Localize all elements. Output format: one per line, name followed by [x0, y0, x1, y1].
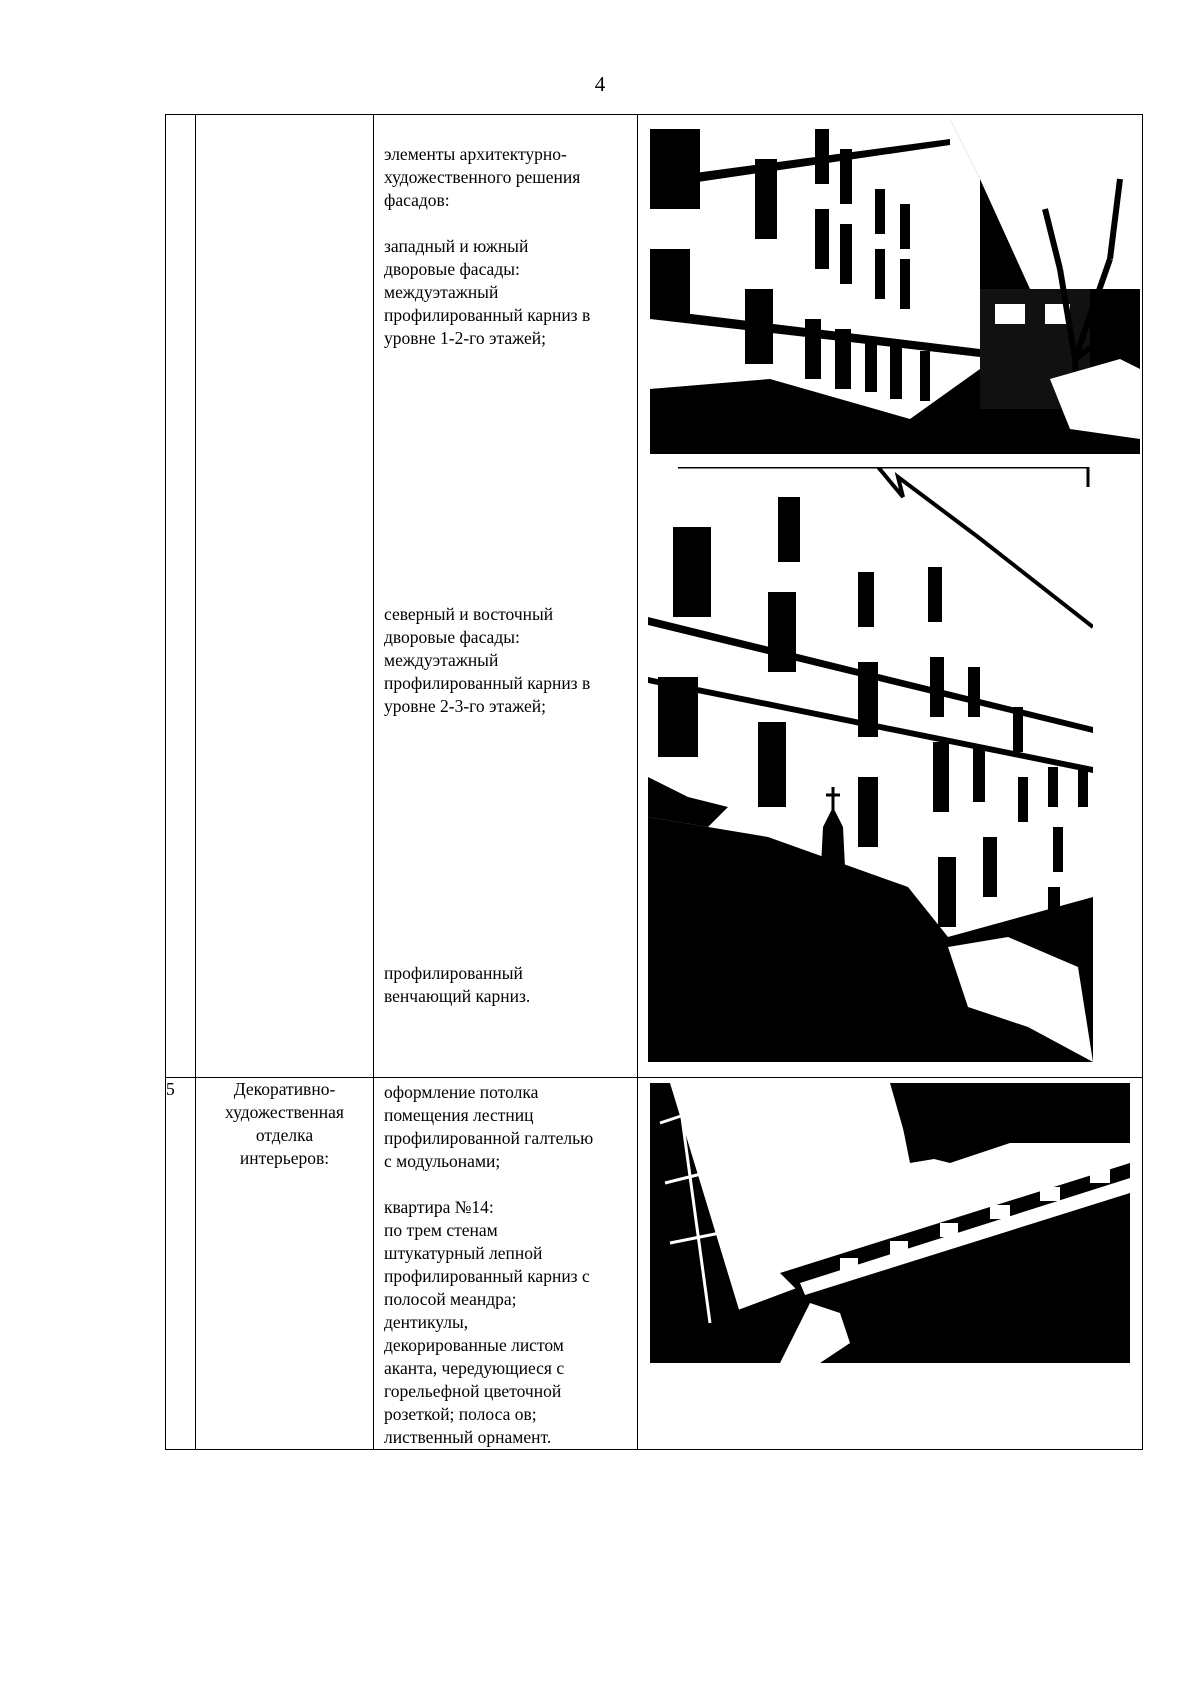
- text-line: розеткой; полоса ов;: [384, 1404, 537, 1424]
- text-line: междуэтажный: [384, 282, 499, 302]
- text-line: горельефной цветочной: [384, 1381, 562, 1401]
- text-line: междуэтажный: [384, 650, 499, 670]
- text-line: уровне 1-2-го этажей;: [384, 328, 547, 348]
- text-line: дворовые фасады:: [384, 627, 520, 647]
- text-line: оформление потолка: [384, 1082, 539, 1102]
- text-line: северный и восточный: [384, 604, 554, 624]
- text-line: аканта, чередующиеся с: [384, 1358, 565, 1378]
- text-line: отделка: [255, 1125, 314, 1145]
- text-line: профилированный: [384, 963, 523, 983]
- page-number: 4: [594, 72, 606, 96]
- apartment-14-text: [374, 1196, 637, 1449]
- table-row-interiors: [166, 1078, 1143, 1450]
- text-line: помещения лестниц: [384, 1105, 534, 1125]
- text-line: Декоративно-: [233, 1079, 336, 1099]
- text-line: художественного решения: [384, 167, 581, 187]
- courtyard-facade-photo-2: [648, 467, 1093, 1062]
- text-line: профилированной галтелью: [384, 1128, 594, 1148]
- text-line: декорированные листом: [384, 1335, 564, 1355]
- monument-elements-table: [165, 114, 1143, 1450]
- text-line: лиственный орнамент.: [384, 1427, 552, 1447]
- text-line: дентикулы,: [384, 1312, 469, 1332]
- text-line: профилированный карниз с: [384, 1266, 590, 1286]
- row-number-cell: 5: [166, 1078, 196, 1450]
- interior-description-cell: [374, 1078, 638, 1450]
- facade-description-cell: [374, 115, 638, 1078]
- facade-photos-cell: [638, 115, 1143, 1078]
- west-south-facade-text: [374, 235, 637, 350]
- ceiling-decoration-text: [374, 1078, 637, 1173]
- text-line: художественная: [225, 1102, 344, 1122]
- text-line: интерьеров:: [239, 1148, 330, 1168]
- courtyard-facade-photo-1: [650, 119, 1140, 454]
- table-row-facades: [166, 115, 1143, 1078]
- text-line: венчающий карниз.: [384, 986, 531, 1006]
- text-line: фасадов:: [384, 190, 450, 210]
- stair-ceiling-cornice-photo: [650, 1083, 1130, 1363]
- text-line: полосой меандра;: [384, 1289, 517, 1309]
- row-name-cell: [196, 115, 374, 1078]
- text-line: штукатурный лепной: [384, 1243, 543, 1263]
- text-line: профилированный карниз в: [384, 673, 591, 693]
- text-line: западный и южный: [384, 236, 529, 256]
- text-line: профилированный карниз в: [384, 305, 591, 325]
- text-line: элементы архитектурно-: [384, 144, 567, 164]
- interior-photo-cell: [638, 1078, 1143, 1450]
- text-line: с модульонами;: [384, 1151, 501, 1171]
- text-line: по трем стенам: [384, 1220, 498, 1240]
- row-name-cell: [196, 1078, 374, 1450]
- north-east-facade-text: [374, 603, 637, 718]
- text-line: квартира №14:: [384, 1197, 494, 1217]
- text-line: уровне 2-3-го этажей;: [384, 696, 547, 716]
- row-number-cell: [166, 115, 196, 1078]
- crowning-cornice-text: [374, 962, 637, 1008]
- text-line: дворовые фасады:: [384, 259, 520, 279]
- facade-intro-text: [374, 115, 637, 212]
